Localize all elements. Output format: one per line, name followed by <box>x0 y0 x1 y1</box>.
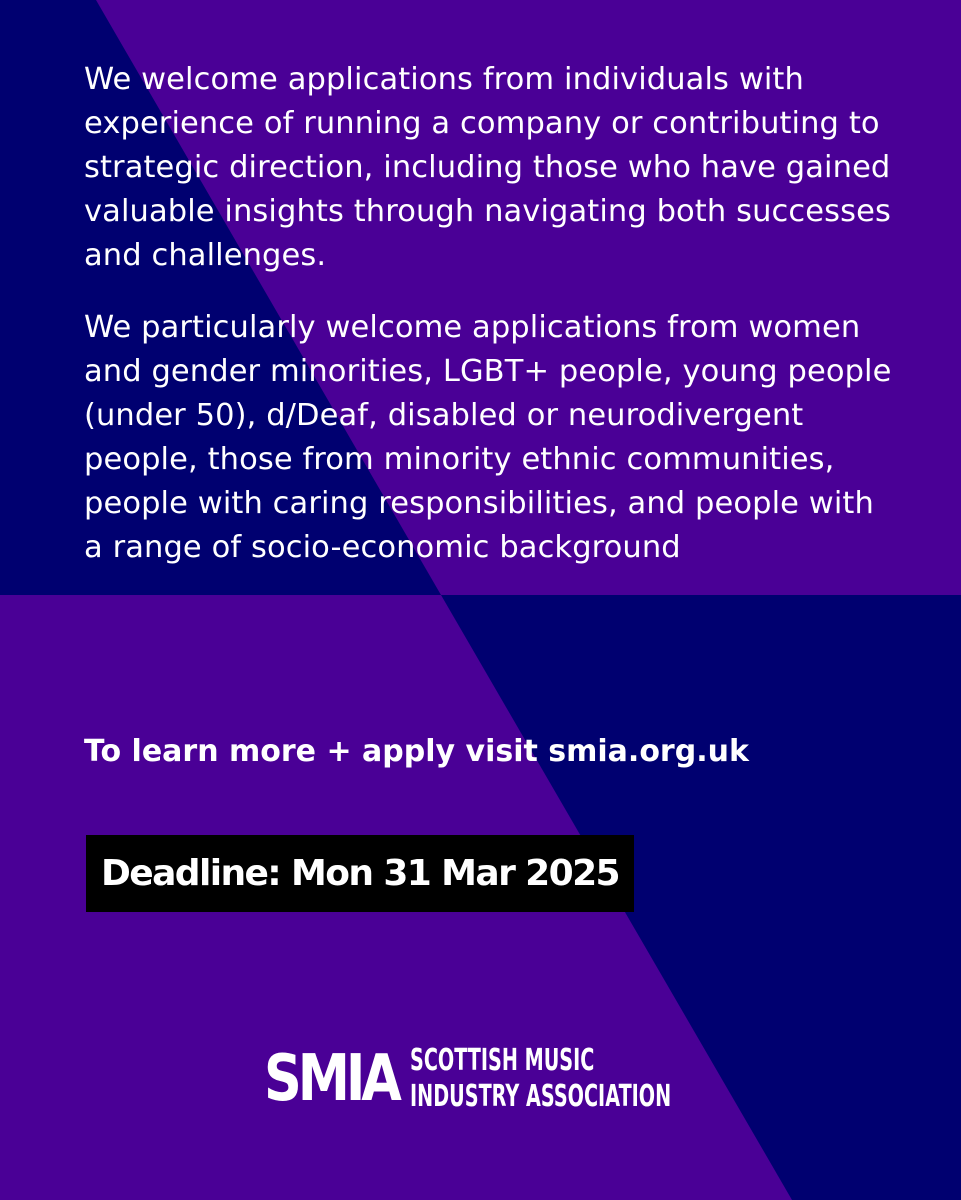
body-text <box>84 58 894 570</box>
logo-name-line-1: SCOTTISH MUSIC <box>410 1043 595 1078</box>
deadline-text: Deadline: Mon 31 Mar 2025 <box>101 853 619 894</box>
logo-mark: SMIA <box>264 1042 398 1116</box>
apply-link[interactable]: To learn more + apply visit smia.org.uk <box>84 734 749 769</box>
smia-logo <box>264 1040 818 1118</box>
logo-wordmark <box>410 1043 671 1115</box>
paragraph-inclusion: We particularly welcome applications from women and gender minorities, LGBT+ people, young people (under 50), d/Deaf, disabled or neurodivergent people, those from minority ethnic communities, people with caring responsibilities, and people with a range of socio-economic background <box>84 310 892 565</box>
paragraph-experience: We welcome applications from individuals with experience of running a company or contributing to strategic direction, including those who have gained valuable insights through navigating both successes and challenges. <box>84 62 891 273</box>
logo-name-line-2: INDUSTRY ASSOCIATION <box>410 1079 672 1114</box>
deadline-badge <box>86 835 634 912</box>
